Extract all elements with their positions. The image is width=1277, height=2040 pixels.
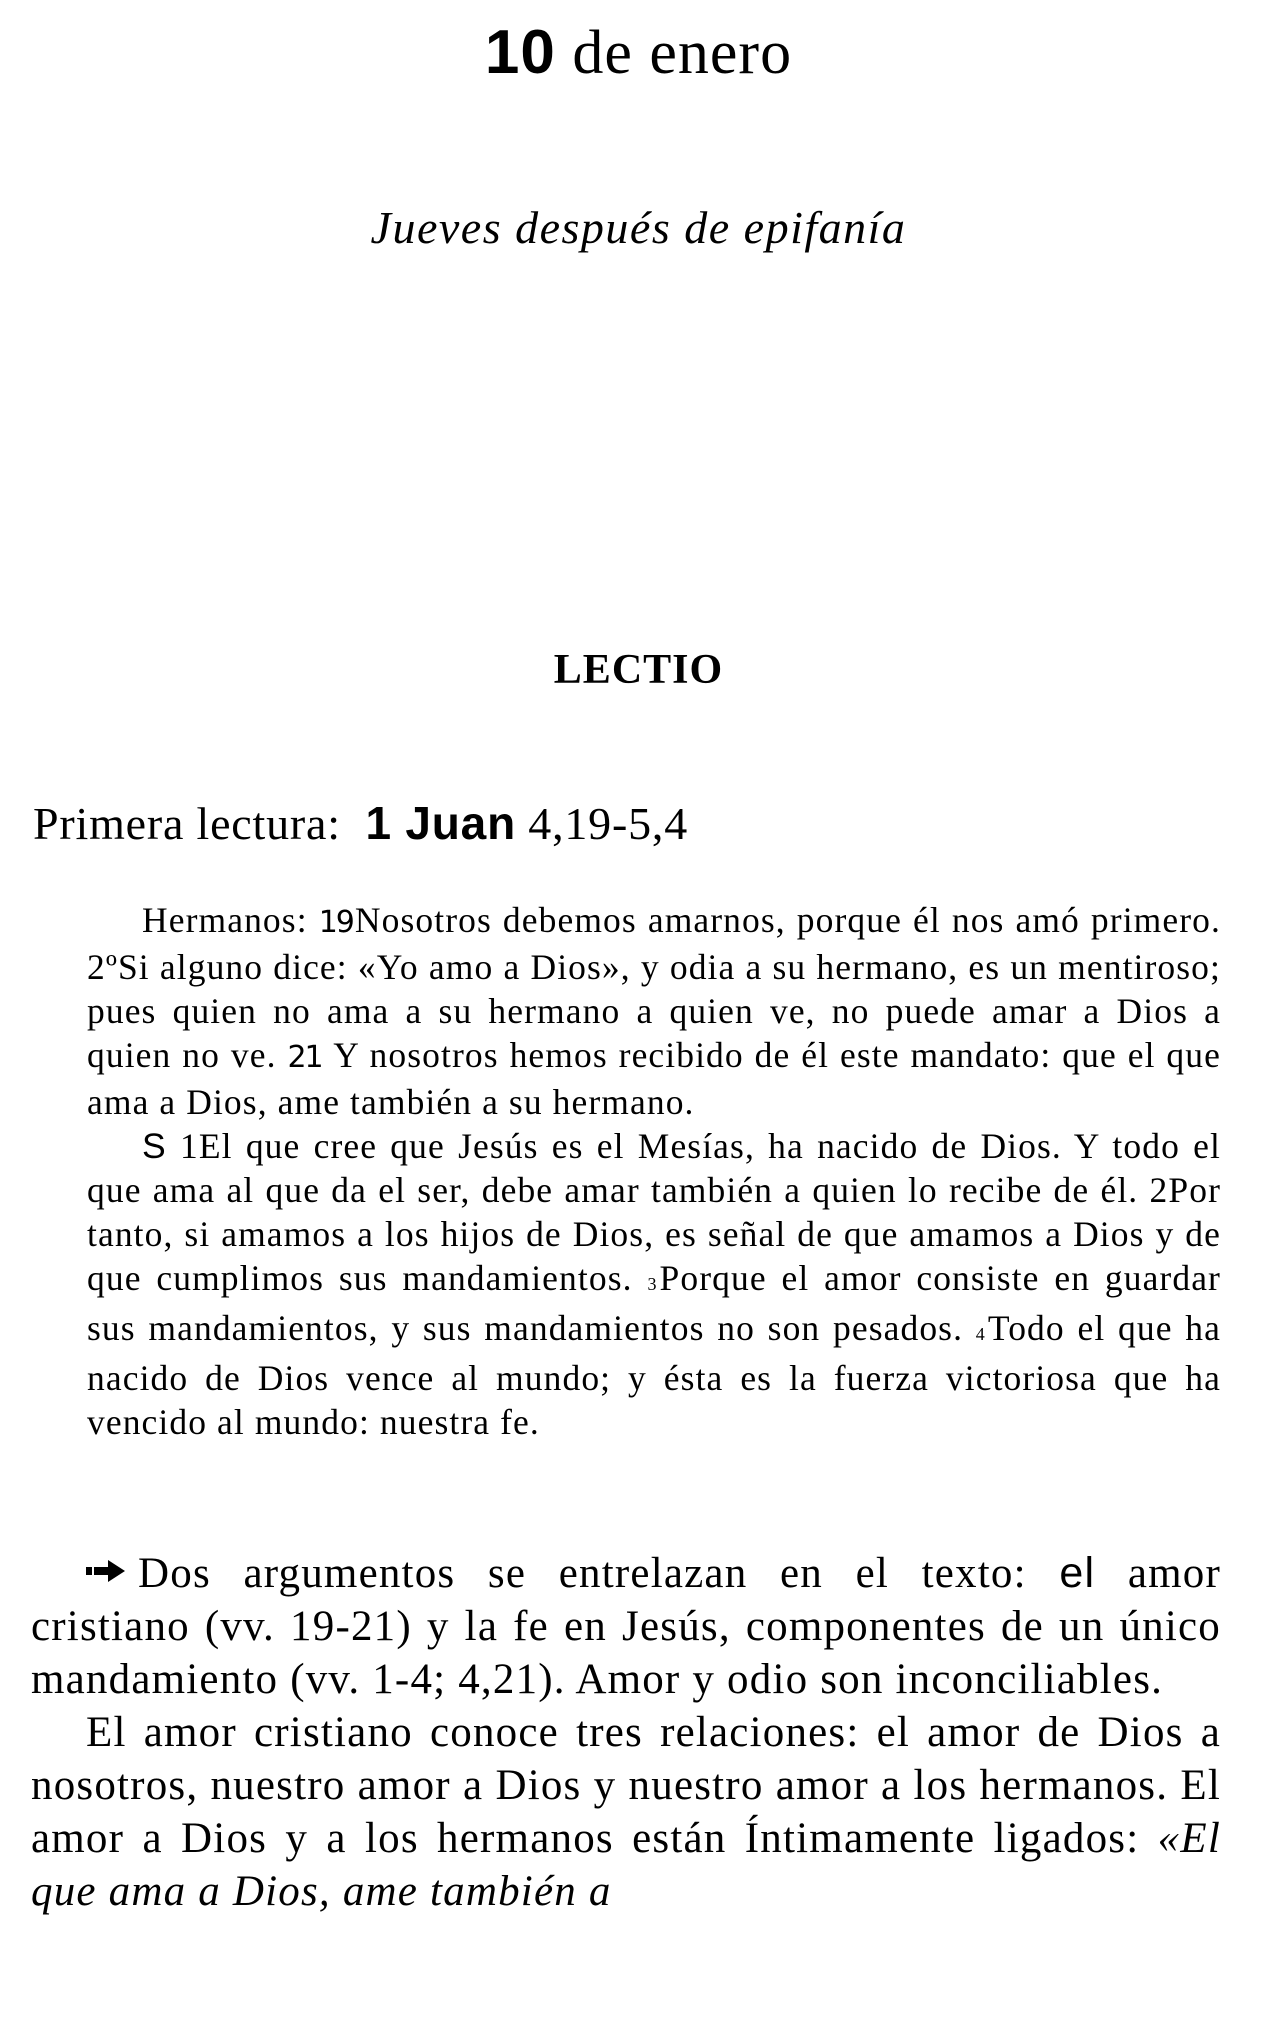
passage-lead: Hermanos: xyxy=(142,900,308,940)
verse-number: 3 xyxy=(647,1274,658,1294)
page-title xyxy=(0,18,1277,88)
commentary-quote: «El que ama a Dios, ame también a xyxy=(31,1815,1221,1915)
verse-text: Si alguno dice: «Yo amo a Dios», y odia a su hermano, es un mentiroso; pues quien no ama a su hermano a quien ve, no puede amar a Dios a quien no ve. xyxy=(87,947,1221,1075)
subtitle: Jueves después de epifanía xyxy=(370,202,907,253)
verse-text: Por tanto, si amamos a los hijos de Dios, es señal de que amamos a Dios y de que cumplimos sus mandamientos. xyxy=(87,1170,1221,1298)
reading-book: 1 Juan xyxy=(365,797,516,849)
commentary-paragraph xyxy=(31,1706,1221,1918)
verse-number: 19 xyxy=(318,905,353,940)
section-heading: LECTIO xyxy=(553,647,724,693)
verse-text: Y nosotros hemos recibido de él este mandato: que el que ama a Dios, ame también a su hermano. xyxy=(87,1035,1221,1122)
commentary-el: el xyxy=(1059,1549,1096,1597)
commentary-paragraph xyxy=(31,1547,1221,1706)
title-month: de enero xyxy=(555,19,793,87)
commentary-text: Dos argumentos se entrelazan en el texto: xyxy=(138,1550,1027,1597)
verse-number: 2 xyxy=(1149,1170,1169,1210)
verse-number: 1 xyxy=(180,1126,199,1166)
reading-heading xyxy=(33,795,688,852)
passage-paragraph xyxy=(87,1124,1221,1444)
commentary-text: El amor cristiano conoce tres relaciones: el amor de Dios a nosotros, nuestro amor a Dios y nuestro amor a los hermanos. El amor a Dios y a los hermanos están Íntimamente ligados: xyxy=(31,1709,1221,1862)
title-day-number: 10 xyxy=(484,18,556,87)
verse-number: 21 xyxy=(287,1040,322,1075)
verse-text: Todo el que ha nacido de Dios vence al mundo; y ésta es la fuerza victoriosa que ha vencido al mundo: nuestra fe. xyxy=(87,1308,1221,1442)
verse-number: 2º xyxy=(87,947,118,987)
reading-reference: 4,19-5,4 xyxy=(528,798,688,849)
reading-passage xyxy=(87,898,1221,1444)
verse-text: Porque el amor consiste en guardar sus mandamientos, y sus mandamientos no son pesados. xyxy=(87,1258,1221,1348)
passage-paragraph xyxy=(87,898,1221,1124)
commentary xyxy=(31,1547,1221,1918)
arrow-right-icon xyxy=(86,1559,126,1583)
verse-text: El que cree que Jesús es el Mesías, ha nacido de Dios. Y todo el que ama al que da el ser, debe amar también a quien lo recibe de él. xyxy=(87,1126,1221,1210)
reading-label: Primera lectura: xyxy=(33,798,341,849)
verse-text: Nosotros debemos amarnos, porque él nos amó primero. xyxy=(354,900,1221,940)
chapter-number: S xyxy=(142,1126,167,1166)
commentary-text: amor cristiano (vv. 19-21) y la fe en Jesús, componentes de un único mandamiento (vv. 1-4; 4,21). Amor y odio son inconciliables. xyxy=(31,1550,1221,1703)
verse-number: 4 xyxy=(975,1324,986,1344)
